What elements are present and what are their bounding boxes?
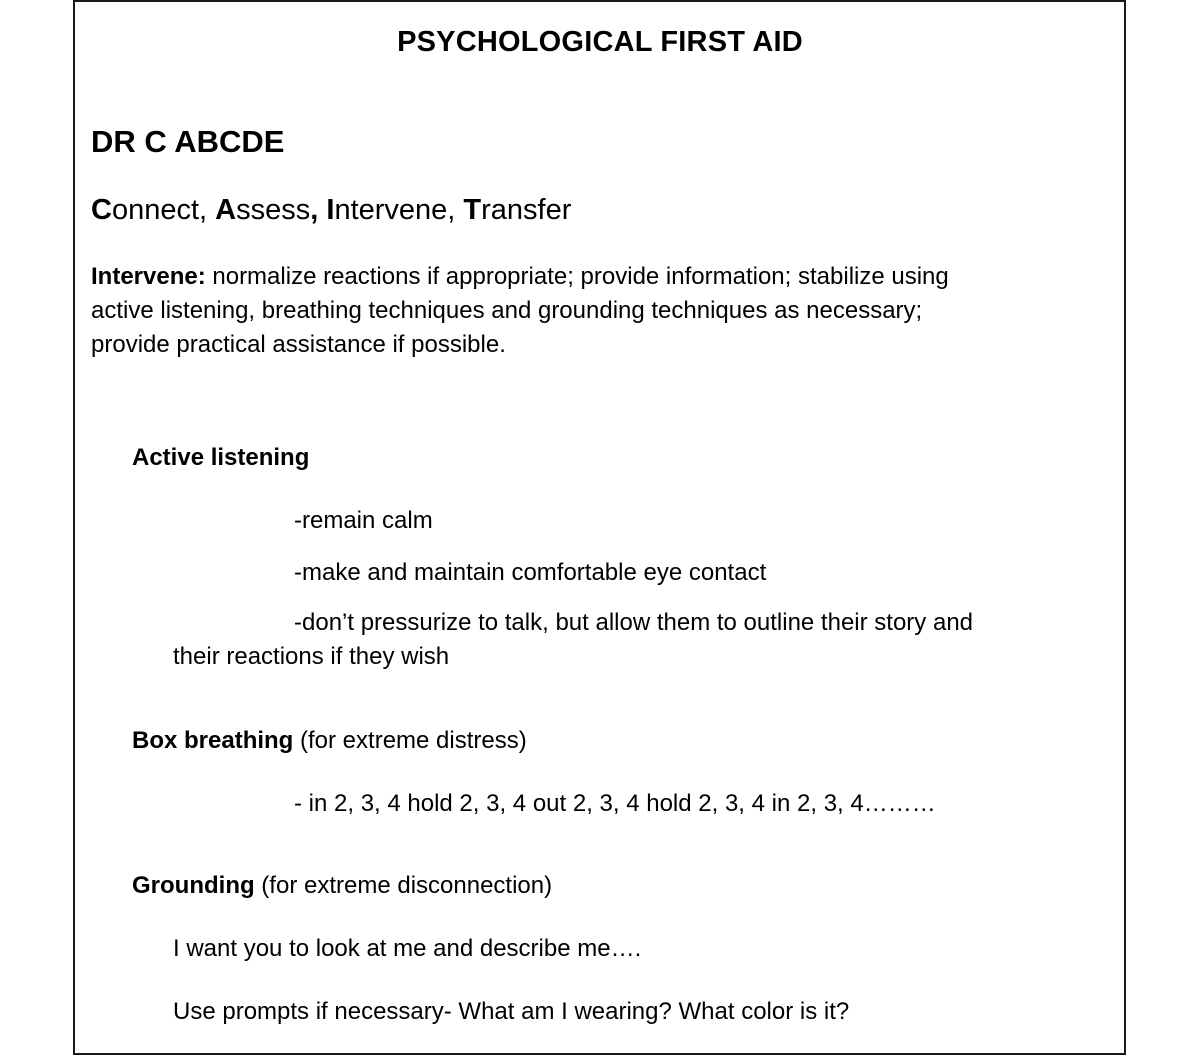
list-item: -make and maintain comfortable eye contact — [294, 559, 767, 586]
list-item: -remain calm — [294, 507, 433, 534]
grounding-label: Grounding — [132, 872, 255, 899]
step-sep: , — [199, 194, 216, 226]
step-initial: A — [215, 194, 237, 226]
steps-line — [91, 194, 571, 227]
intervene-paragraph — [91, 260, 1091, 362]
step-sep: , — [447, 194, 464, 226]
intro-line-2: active listening, breathing techniques and grounding techniques as necessary; — [91, 297, 923, 324]
step-initial: T — [463, 194, 482, 226]
box-breathing-label: Box breathing — [132, 727, 294, 754]
box-breathing-heading — [132, 727, 527, 755]
acronym-heading: DR C ABCDE — [91, 124, 285, 159]
grounding-note: (for extreme disconnection) — [254, 872, 553, 899]
list-item-line-1: -don’t pressurize to talk, but allow them to outline their story and — [294, 609, 974, 636]
breathing-sequence: - in 2, 3, 4 hold 2, 3, 4 out 2, 3, 4 hold 2, 3, 4 in 2, 3, 4……… — [294, 790, 936, 817]
grounding-prompt: Use prompts if necessary- What am I wearing? What color is it? — [173, 998, 850, 1025]
intro-text-1: normalize reactions if appropriate; provide information; stabilize using — [205, 263, 949, 290]
grounding-heading — [132, 872, 552, 900]
step-rest: ntervene — [334, 194, 448, 226]
step-sep: , — [310, 194, 327, 226]
box-breathing-note: (for extreme distress) — [293, 727, 527, 754]
intro-line-3: provide practical assistance if possible. — [91, 331, 506, 358]
step-rest: onnect — [111, 194, 200, 226]
intro-line-1 — [91, 260, 1091, 294]
grounding-prompt: I want you to look at me and describe me…. — [173, 935, 642, 962]
step-initial: C — [91, 194, 112, 226]
step-rest: ssess — [236, 194, 311, 226]
intervene-label: Intervene: — [91, 263, 206, 290]
document-title: PSYCHOLOGICAL FIRST AID — [397, 26, 803, 58]
step-rest: ransfer — [481, 194, 572, 226]
step-initial: I — [326, 194, 335, 226]
active-listening-heading: Active listening — [132, 444, 310, 471]
list-item-line-2: their reactions if they wish — [173, 643, 450, 670]
